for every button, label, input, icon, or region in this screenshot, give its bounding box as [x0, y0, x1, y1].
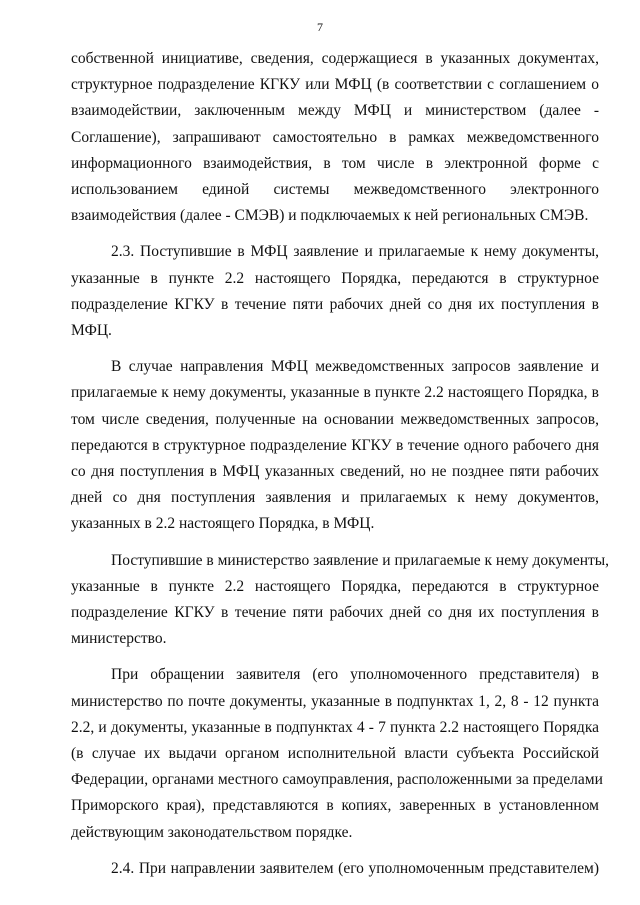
paragraph [71, 46, 599, 229]
text-line: 2.4. При направлении заявителем (его уполномоченным представителем) [111, 859, 599, 877]
text-line: передаются в структурное подразделение КГКУ в течение одного рабочего дня [71, 436, 599, 454]
text-line: министерство по почте документы, указанные в подпунктах 1, 2, 8 - 12 пункта [71, 692, 599, 710]
text-line: При обращении заявителя (его уполномоченного представителя) в [111, 666, 599, 684]
document-body [71, 46, 610, 882]
text-line: подразделение КГКУ в течение пяти рабочих дней со дня их поступления в [71, 604, 599, 622]
text-line: министерство. [71, 630, 167, 648]
paragraph [71, 239, 599, 344]
text-line: собственной инициативе, сведения, содержащиеся в указанных документах, [71, 50, 599, 67]
paragraph-gap [71, 846, 599, 856]
paragraph-gap [71, 344, 599, 354]
paragraph-gap [71, 652, 599, 662]
text-line: структурное подразделение КГКУ или МФЦ (в соответствии с соглашением о [71, 76, 599, 94]
text-line: том числе сведения, полученные на основании межведомственных запросов, [71, 410, 599, 428]
paragraph [71, 548, 610, 653]
text-line: прилагаемые к нему документы, указанные в пункте 2.2 настоящего Порядка, в [71, 384, 599, 402]
text-line: взаимодействии, заключенным между МФЦ и министерством (далее - [71, 102, 599, 120]
text-line: дней со дня поступления заявления и прилагаемых к нему документов, [71, 489, 599, 507]
text-line: действующим законодательством порядке. [71, 823, 353, 841]
text-line: указанные в пункте 2.2 настоящего Порядка, передаются в структурное [71, 577, 599, 595]
text-line: подразделение КГКУ в течение пяти рабочих дней со дня их поступления в [71, 295, 599, 313]
text-line: Приморского края), представляются в копиях, заверенных в установленном [71, 797, 599, 815]
text-line: указанных в 2.2 настоящего Порядка, в МФЦ. [71, 515, 375, 533]
text-line: использованием единой системы межведомственного электронного [71, 181, 599, 199]
text-line: со дня поступления в МФЦ указанных сведений, но не позднее пяти рабочих [71, 463, 599, 481]
text-line: 2.3. Поступившие в МФЦ заявление и прилагаемые к нему документы, [111, 243, 599, 261]
text-line: указанные в пункте 2.2 настоящего Порядка, передаются в структурное [71, 269, 599, 287]
paragraph [71, 354, 599, 537]
text-line: (в случае их выдачи органом исполнительной власти субъекта Российской [71, 745, 599, 763]
paragraph-gap [71, 538, 599, 548]
paragraph [71, 662, 603, 845]
text-line: В случае направления МФЦ межведомственных запросов заявление и [111, 358, 599, 376]
text-line: Федерации, органами местного самоуправления, расположенными за пределами [71, 771, 603, 789]
text-line: МФЦ. [71, 322, 112, 340]
text-line: информационного взаимодействия, в том числе в электронной форме с [71, 154, 599, 172]
text-line: Поступившие в министерство заявление и прилагаемые к нему документы, [111, 551, 610, 569]
text-line: взаимодействия (далее - СМЭВ) и подключаемых к ней региональных СМЭВ. [71, 207, 589, 225]
paragraph [71, 856, 599, 882]
text-line: Соглашение), запрашивают самостоятельно в рамках межведомственного [71, 128, 599, 146]
paragraph-gap [71, 229, 599, 239]
page-number: 7 [317, 20, 323, 34]
text-line: 2.2, и документы, указанные в подпунктах 4 - 7 пункта 2.2 настоящего Порядка [71, 718, 599, 736]
